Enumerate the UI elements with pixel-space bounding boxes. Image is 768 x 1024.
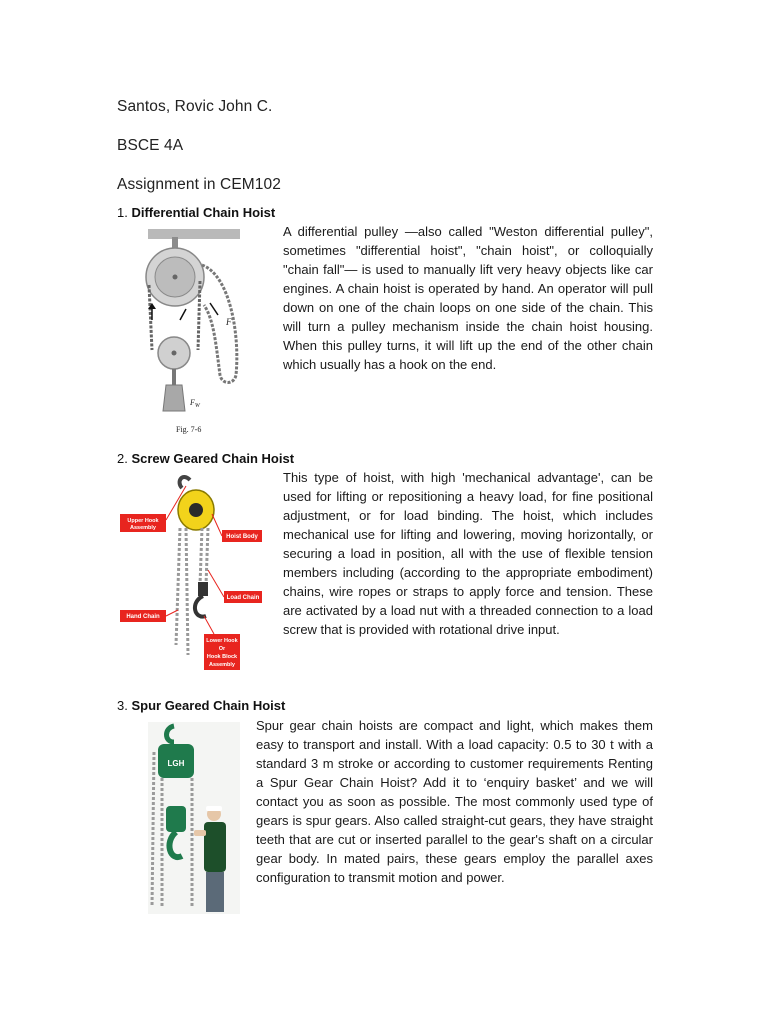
brand-text: LGH xyxy=(167,759,185,768)
section-2-title: Screw Geared Chain Hoist xyxy=(131,451,295,466)
label-lower-hook-3: Hook Block xyxy=(206,654,238,660)
label-upper-hook-2: Assembly xyxy=(130,525,156,531)
section-3-body: Spur gear chain hoists are compact and light, which makes them easy to transport and install. With a load capacity: 0.5 to 30 t with a standard 3 m stroke or according to customer requirements Renting a Spur Gear Chain Hoist? Add it to ‘enquiry basket’ and we will contact you as soon as possible. The most commonly used type of gears is spur gears. Also called straight-cut gears, they have straight teeth that are cut or inserted parallel to the gear's shaft on a circular gear body. In mated pairs, these gears employ the parallel axes configuration to transmit motion and power. xyxy=(256,718,653,885)
section-1-title: Differential Chain Hoist xyxy=(131,205,276,220)
section-1-body: A differential pulley —also called "Weston differential pulley", sometimes "differential hoist", "chain hoist", or colloquially "chain fall"— is used to manually lift very heavy objects like car engines. A chain hoist is operated by hand. An operator will pull down on one of the chain loops on one side of the chain. This will turn a pulley mechanism inside the chain hoist housing. When this pulley turns, it will lift up the end of the other chain which usually has a hook on the end. xyxy=(283,224,653,372)
figure-caption: Fig. 7-6 xyxy=(176,425,202,434)
label-upper-hook-1: Upper Hook xyxy=(127,518,159,524)
force-label: F xyxy=(226,317,232,327)
section-3-title: Spur Geared Chain Hoist xyxy=(131,698,286,713)
screw-geared-hoist-figure xyxy=(118,470,268,680)
section-1-heading xyxy=(117,205,275,220)
label-lower-hook-2: Or xyxy=(218,646,226,652)
differential-pulley-figure xyxy=(140,225,250,440)
weight-subscript: W xyxy=(194,403,200,409)
label-hand-chain: Hand Chain xyxy=(126,614,160,620)
label-hoist-body: Hoist Body xyxy=(226,534,258,540)
section-3-heading xyxy=(117,698,285,713)
section-1-number: 1. xyxy=(117,205,128,220)
section-2-number: 2. xyxy=(117,451,128,466)
section-2-heading xyxy=(117,451,294,466)
class-section: BSCE 4A xyxy=(117,137,184,154)
label-lower-hook-1: Lower Hook xyxy=(206,638,238,644)
spur-geared-hoist-photo xyxy=(148,722,240,914)
section-3-number: 3. xyxy=(117,698,128,713)
label-load-chain: Load Chain xyxy=(226,595,260,601)
svg-text:FW xyxy=(189,398,201,409)
label-lower-hook-4: Assembly xyxy=(209,662,235,668)
assignment-title: Assignment in CEM102 xyxy=(117,176,281,193)
section-2-body: This type of hoist, with high 'mechanical advantage', can be used for lifting or repositioning a heavy load, for fine positional adjustment, or for load binding. The hoist, which includes mechanical use for lifting and lowering, moving horizontally, or securing a load in position, all with the use of flexible tension members including (according to the appropriate embodiment) chains, wire ropes or straps to apply force and tension. These are activated by a load nut with a threaded connection to a load screw that is provided with rotational drive input. xyxy=(283,470,653,637)
author-name: Santos, Rovic John C. xyxy=(117,98,273,115)
weight-label: F xyxy=(190,398,195,407)
